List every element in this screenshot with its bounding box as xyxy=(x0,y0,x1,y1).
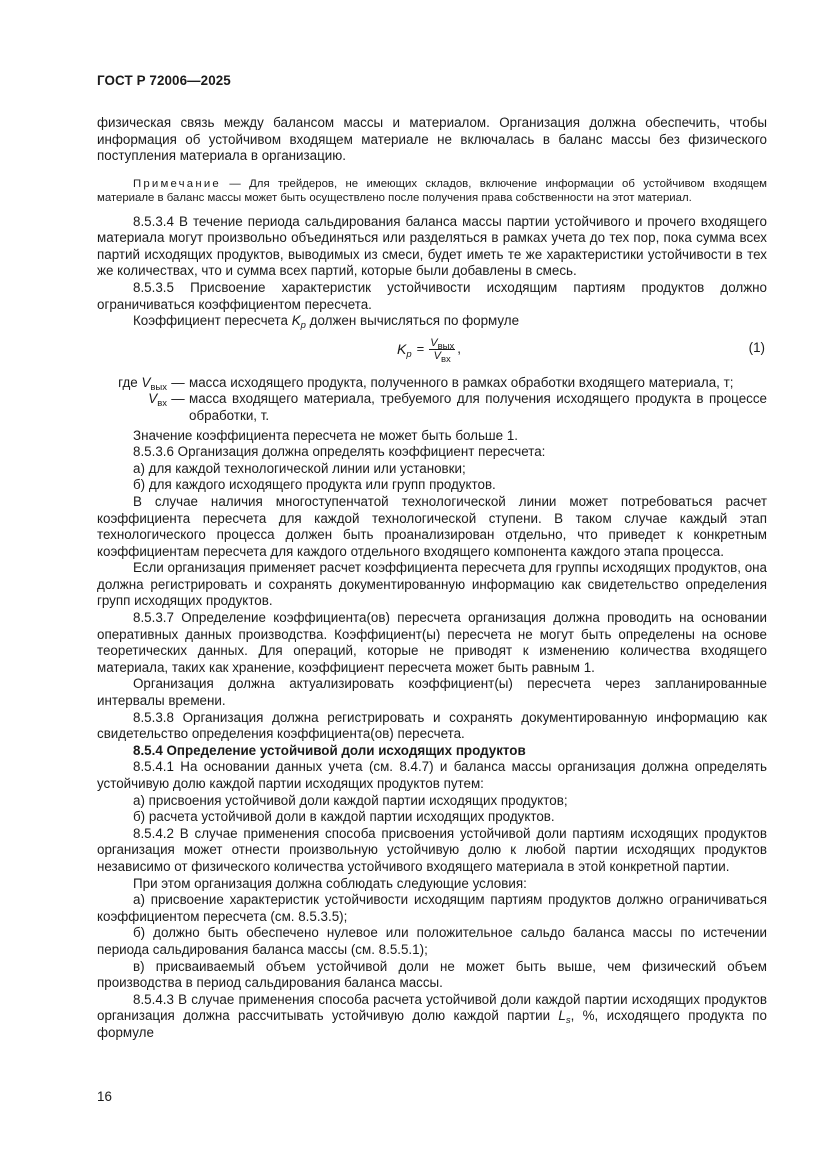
where-desc-1: масса исходящего продукта, полученного в рамках обработки входящего материала, т; xyxy=(189,374,734,390)
paragraph-8-5-4-2: 8.5.4.2 В случае применения способа присвоения устойчивой доли партиям исходящих продуктов организация может отнести произвольную устойчивую долю к любой партии исходящих продуктов независимо от физического количества устойчивого входящего материала в этой конкретной партии. xyxy=(97,825,767,874)
note-label: Примечание xyxy=(133,177,221,190)
paragraph-8-5-4-3-tail: , %, исходящего продукта по формуле xyxy=(97,1008,768,1040)
formula-lhs xyxy=(397,341,412,358)
paragraph-limit: Значение коэффициента пересчета не может быть больше 1. xyxy=(133,427,519,443)
document-header: ГОСТ Р 72006—2025 xyxy=(97,73,231,88)
formula-numerator xyxy=(429,337,455,350)
list-item: б) должно быть обеспечено нулевое или положительное сальдо баланса массы по истечении периода сальдирования баланса массы (см. 8.5.5.1); xyxy=(97,925,767,957)
formula-number: (1) xyxy=(748,339,765,355)
where-symbol-2 xyxy=(97,391,167,424)
where-desc-2: масса входящего материала, требуемого для получения исходящего продукта в процессе обработки, т. xyxy=(189,391,767,423)
paragraph-multistage: В случае наличия многоступенчатой технологической линии может потребоваться расчет коэффициента пересчета для каждой технологической ступени. В таком случае каждый этап технологического процесса должен быть проанализирован отдельно, что приведет к конкретным коэффициентам пересчета для каждого отдельного входящего компонента каждого этапа процесса. xyxy=(97,493,767,559)
formula-intro-text: Коэффициент пересчета xyxy=(133,313,292,329)
share-symbol: L xyxy=(558,1008,566,1024)
list-item: а) для каждой технологической линии или установки; xyxy=(133,460,466,476)
list-item: а) присвоения устойчивой доли каждой партии исходящих продуктов; xyxy=(133,792,568,808)
denominator-subscript: вх xyxy=(440,353,451,365)
paragraph-8-5-3-7: 8.5.3.7 Определение коэффициента(ов) пересчета организация должна проводить на основании оперативных данных производства. Коэффициент(ы) пересчета не могут быть определены на основе теоретических данных. Для операций, которые не приводят к изменению количества входящего материала, таких как хранение, коэффициент пересчета может быть равным 1. xyxy=(97,610,767,675)
numerator-symbol: V xyxy=(430,336,438,349)
formula-denominator xyxy=(433,349,452,365)
where-dash-2: — xyxy=(171,391,185,407)
paragraph-8-5-3-4: 8.5.3.4 В течение периода сальдирования баланса массы партии устойчивого и прочего входящего материала могут произвольно объединяться или разделяться в рамках учета до тех пор, пока сумма всех партий исходящих продуктов, выводимых из смеси, будет иметь те же характеристики устойчивости в тех же количествах, что и сумма всех партий, которые были добавлены в смесь. xyxy=(97,213,767,279)
coefficient-subscript: p xyxy=(300,320,306,332)
where-symbol-2-subscript: вх xyxy=(157,398,167,410)
formula-equals: = xyxy=(416,340,425,356)
page-body xyxy=(97,115,767,1042)
denominator-symbol: V xyxy=(433,349,441,362)
paragraph-8-5-3-8: 8.5.3.8 Организация должна регистрировать и сохранять документированную информацию как свидетельство определения коэффициента(ов) пересчета. xyxy=(97,709,767,742)
list-item: б) для каждого исходящего продукта или групп продуктов. xyxy=(133,477,496,493)
where-symbol-2-letter: V xyxy=(148,391,158,407)
formula-comma: , xyxy=(457,340,461,356)
formula-lhs-symbol: K xyxy=(397,340,407,357)
formula-intro xyxy=(97,313,767,330)
formula-intro-tail: должен вычисляться по формуле xyxy=(305,313,520,329)
note-text: — Для трейдеров, не имеющих складов, включение информации об устойчивом входящем материале в баланс массы может быть осуществлено после получения права собственности на этот материал. xyxy=(97,177,767,205)
list-item: в) присваиваемый объем устойчивой доли не может быть выше, чем физический объем производства в период сальдирования баланса массы. xyxy=(97,958,767,991)
formula-1 xyxy=(97,335,767,367)
note xyxy=(97,177,767,206)
paragraph-8-5-4-1: 8.5.4.1 На основании данных учета (см. 8.4.7) и баланса массы организация должна определять устойчивую долю каждой партии исходящих продуктов путем: xyxy=(97,759,767,791)
where-symbol-1-subscript: вых xyxy=(150,381,167,393)
paragraph-intro: физическая связь между балансом массы и материалом. Организация должна обеспечить, чтобы информация об устойчивом входящем материале не включалась в баланс массы без физического поступления материала в организацию. xyxy=(97,115,767,164)
where-dash-1: — xyxy=(171,374,185,390)
share-subscript: s xyxy=(565,1015,571,1027)
formula-fraction xyxy=(429,336,455,365)
where-symbol-1 xyxy=(97,375,167,392)
section-heading-8-5-4: 8.5.4 Определение устойчивой доли исходящих продуктов xyxy=(133,742,526,758)
formula-lhs-subscript: p xyxy=(406,348,412,360)
formula-expression xyxy=(397,336,461,365)
coefficient-symbol: K xyxy=(291,313,301,329)
list-item: б) расчета устойчивой доли в каждой партии исходящих продуктов. xyxy=(133,809,555,825)
page-number: 16 xyxy=(97,1089,112,1104)
paragraph-8-5-4-3-text: 8.5.4.3 В случае применения способа расчета устойчивой доли каждой партии исходящих продуктов организация должна рассчитывать устойчивую долю каждой партии xyxy=(97,991,767,1024)
paragraph-8-5-4-3 xyxy=(97,992,767,1042)
paragraph-conditions: При этом организация должна соблюдать следующие условия: xyxy=(133,875,527,891)
paragraph-update: Организация должна актуализировать коэффициент(ы) пересчета через запланированные интервалы времени. xyxy=(97,676,767,709)
paragraph-8-5-3-5: 8.5.3.5 Присвоение характеристик устойчивости исходящим партиям продуктов должно ограничиваться коэффициентом пересчета. xyxy=(97,279,767,312)
where-prefix: где xyxy=(118,374,142,390)
paragraph-8-5-3-6: 8.5.3.6 Организация должна определять коэффициент пересчета: xyxy=(133,444,546,460)
paragraph-group: Если организация применяет расчет коэффициента пересчета для группы исходящих продуктов, она должна регистрировать и сохранять документированную информацию как свидетельство определения групп исходящих продуктов. xyxy=(97,560,767,609)
list-item: а) присвоение характеристик устойчивости исходящим партиям продуктов должно ограничиваться коэффициентом пересчета (см. 8.5.3.5); xyxy=(97,892,767,924)
where-symbol-1-letter: V xyxy=(141,374,151,390)
numerator-subscript: вых xyxy=(437,340,455,352)
where-list xyxy=(97,375,767,425)
